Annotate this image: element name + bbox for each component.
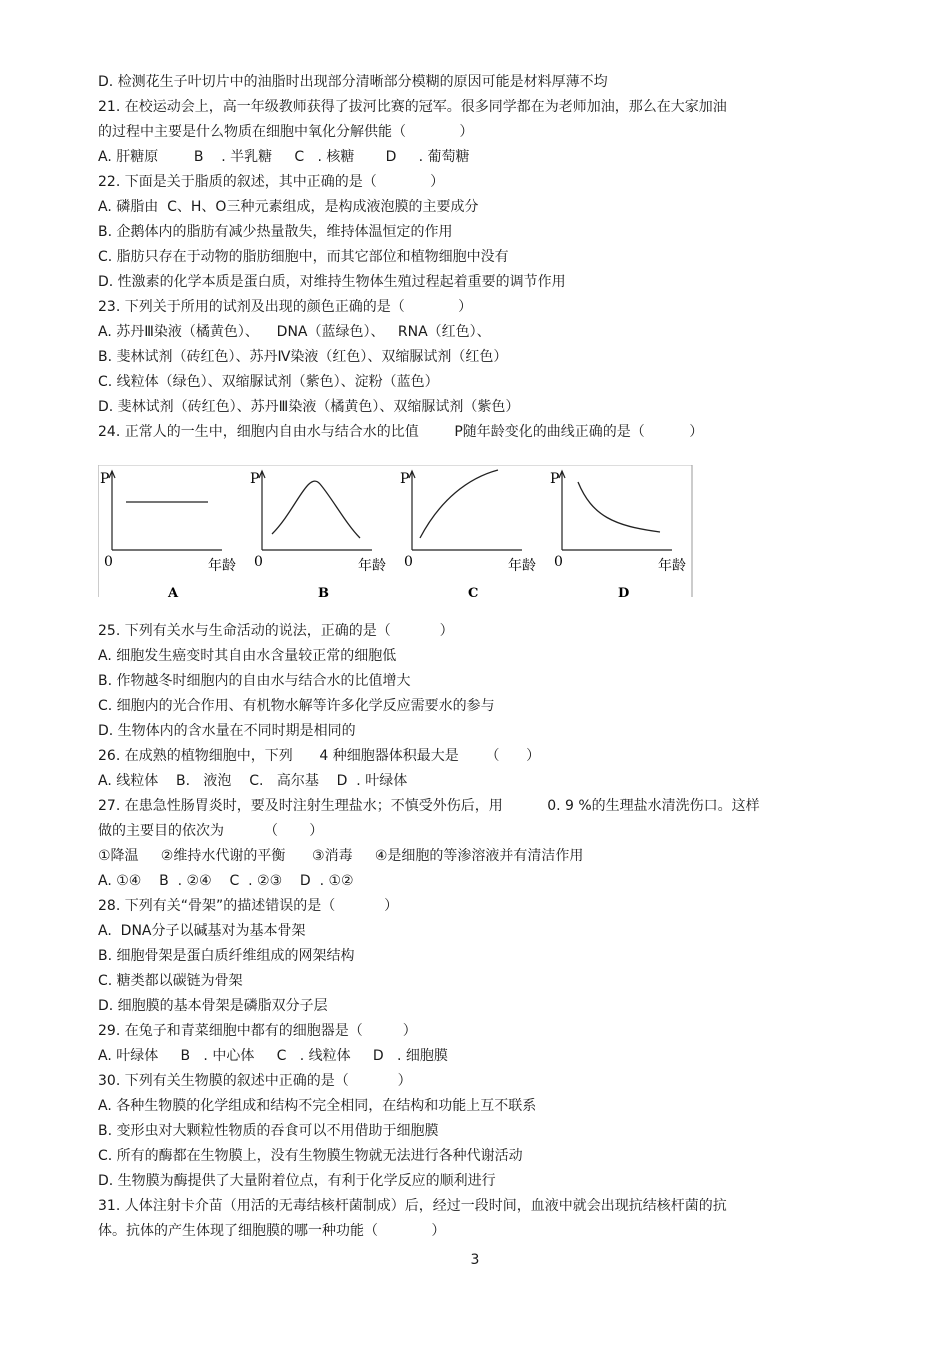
text-line: C. 所有的酶都在生物膜上，没有生物膜生物就无法进行各种代谢活动 xyxy=(98,1148,523,1164)
curve-b xyxy=(272,481,360,538)
text-line: B. 作物越冬时细胞内的自由水与结合水的比值增大 xyxy=(98,673,411,689)
text-line: 体。抗体的产生体现了细胞膜的哪一种功能（ ） xyxy=(98,1223,446,1239)
y-axis-label: P xyxy=(550,471,560,487)
text-line: 31. 人体注射卡介苗（用活的无毒结核杆菌制成）后，经过一段时间，血液中就会出现抗结核杆菌的抗 xyxy=(98,1198,727,1214)
origin-label: 0 xyxy=(554,554,563,570)
text-line: 23. 下列关于所用的试剂及出现的颜色正确的是（ ） xyxy=(98,299,473,315)
text-line: 30. 下列有关生物膜的叙述中正确的是（ ） xyxy=(98,1073,412,1089)
text-line: A. 苏丹Ⅲ染液（橘黄色）、 DNA（蓝绿色）、 RNA（红色）、 xyxy=(98,324,491,340)
text-line: 28. 下列有关“骨架”的描述错误的是（ ） xyxy=(98,898,399,914)
text-line: 25. 下列有关水与生命活动的说法，正确的是（ ） xyxy=(98,623,454,639)
text-line: C. 线粒体（绿色）、双缩脲试剂（紫色）、淀粉（蓝色） xyxy=(98,374,439,390)
text-line: A. 磷脂由 C、H、O三种元素组成，是构成液泡膜的主要成分 xyxy=(98,199,479,215)
text-line: C. 细胞内的光合作用、有机物水解等许多化学反应需要水的参与 xyxy=(98,698,495,714)
text-line: A. ①④ B . ②④ C . ②③ D . ①② xyxy=(98,873,354,889)
curve-c xyxy=(420,470,498,538)
x-axis-label: 年龄 xyxy=(358,558,386,574)
text-line: A. 细胞发生癌变时其自由水含量较正常的细胞低 xyxy=(98,648,397,664)
panel-label-d: D xyxy=(618,586,630,601)
panel-label-a: A xyxy=(168,586,179,601)
text-line: A. 线粒体 B. 液泡 C. 高尔基 D . 叶绿体 xyxy=(98,773,408,789)
panel-label-c: C xyxy=(468,586,479,601)
text-line: 做的主要目的依次为 （ ） xyxy=(98,823,324,839)
text-line: C. 脂肪只存在于动物的脂肪细胞中，而其它部位和植物细胞中没有 xyxy=(98,249,509,265)
questions-21-24 xyxy=(98,70,858,445)
text-line: A. 肝糖原 B . 半乳糖 C . 核糖 D . 葡萄糖 xyxy=(98,149,470,165)
text-line: 29. 在兔子和青菜细胞中都有的细胞器是（ ） xyxy=(98,1023,417,1039)
text-line: 22. 下面是关于脂质的叙述，其中正确的是（ ） xyxy=(98,174,445,190)
text-line: D. 生物体内的含水量在不同时期是相同的 xyxy=(98,723,356,739)
text-line: ①降温 ②维持水代谢的平衡 ③消毒 ④是细胞的等渗溶液并有清洁作用 xyxy=(98,848,584,864)
text-line: A. 叶绿体 B . 中心体 C . 线粒体 D . 细胞膜 xyxy=(98,1048,448,1064)
origin-label: 0 xyxy=(404,554,413,570)
text-line: 27. 在患急性肠胃炎时，要及时注射生理盐水；不慎受外伤后，用 0. 9 %的生理盐水清洗伤口。这样 xyxy=(98,798,760,814)
x-axis-label: 年龄 xyxy=(508,558,536,574)
text-line: B. 企鹅体内的脂肪有减少热量散失，维持体温恒定的作用 xyxy=(98,224,453,240)
text-line: A. DNA分子以碱基对为基本骨架 xyxy=(98,923,306,939)
y-axis-label: P xyxy=(400,471,410,487)
text-line: D. 斐林试剂（砖红色）、苏丹Ⅲ染液（橘黄色）、双缩脲试剂（紫色） xyxy=(98,399,520,415)
origin-label: 0 xyxy=(254,554,263,570)
curve-d xyxy=(578,482,660,532)
exam-page xyxy=(98,70,858,1244)
page-number: 3 xyxy=(470,1252,480,1268)
text-line: 21. 在校运动会上，高一年级教师获得了拔河比赛的冠军。很多同学都在为老师加油，那么在大家加油 xyxy=(98,99,727,115)
water-ratio-graphs xyxy=(98,465,858,615)
text-line: 的过程中主要是什么物质在细胞中氧化分解供能（ ） xyxy=(98,124,474,140)
text-line: D. 检测花生子叶切片中的油脂时出现部分清晰部分模糊的原因可能是材料厚薄不均 xyxy=(98,74,608,90)
x-axis-label: 年龄 xyxy=(658,558,686,574)
x-axis-label: 年龄 xyxy=(208,558,236,574)
questions-25-31 xyxy=(98,619,858,1244)
text-line: B. 变形虫对大颗粒性物质的吞食可以不用借助于细胞膜 xyxy=(98,1123,439,1139)
text-line: A. 各种生物膜的化学组成和结构不完全相同，在结构和功能上互不联系 xyxy=(98,1098,537,1114)
graphs-svg xyxy=(98,465,698,615)
text-line: B. 细胞骨架是蛋白质纤维组成的网架结构 xyxy=(98,948,355,964)
origin-label: 0 xyxy=(104,554,113,570)
text-line: D. 生物膜为酶提供了大量附着位点，有利于化学反应的顺利进行 xyxy=(98,1173,496,1189)
text-line: 24. 正常人的一生中，细胞内自由水与结合水的比值 P随年龄变化的曲线正确的是（ ） xyxy=(98,424,704,440)
text-line: C. 糖类都以碳链为骨架 xyxy=(98,973,243,989)
text-line: D. 细胞膜的基本骨架是磷脂双分子层 xyxy=(98,998,328,1014)
y-axis-label: P xyxy=(250,471,260,487)
y-axis-label: P xyxy=(100,471,110,487)
text-line: B. 斐林试剂（砖红色）、苏丹Ⅳ染液（红色）、双缩脲试剂（红色） xyxy=(98,349,508,365)
panel-label-b: B xyxy=(318,586,329,601)
text-line: D. 性激素的化学本质是蛋白质，对维持生物体生殖过程起着重要的调节作用 xyxy=(98,274,566,290)
text-line: 26. 在成熟的植物细胞中，下列 4 种细胞器体积最大是 （ ） xyxy=(98,748,541,764)
